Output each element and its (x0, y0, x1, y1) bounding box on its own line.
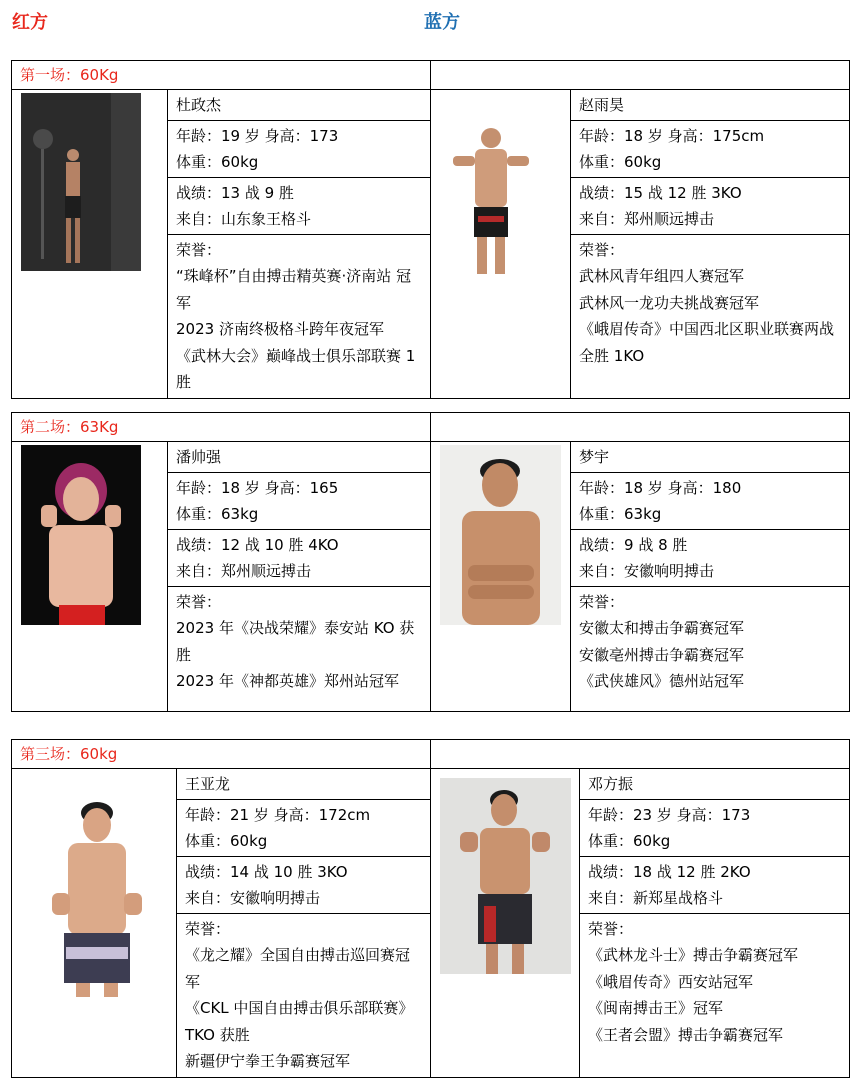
honor-item: 安徽太和搏击争霸赛冠军 (579, 619, 745, 637)
honors-label: 荣誉： (588, 920, 634, 938)
honors-label: 荣誉： (176, 593, 222, 611)
bout-1-table (11, 60, 850, 399)
bout-title: 第三场：60kg (12, 740, 431, 769)
bout-title-blank (431, 413, 850, 442)
fighter-record: 战绩：13 战 9 胜 (176, 184, 294, 202)
fighter-team: 来自：安徽响明搏击 (185, 889, 321, 907)
fighter-team: 来自：山东象王格斗 (176, 210, 312, 228)
fighter-team: 来自：郑州顺远搏击 (579, 210, 715, 228)
honor-item: 安徽亳州搏击争霸赛冠军 (579, 645, 745, 664)
blue-fighter-info (571, 90, 850, 399)
honor-item: 《龙之耀》全国自由搏击巡回赛冠军 (185, 946, 411, 991)
blue-fighter-photo (445, 124, 535, 274)
honors-label: 荣誉： (579, 241, 625, 259)
bout-3-table (11, 739, 850, 1078)
fighter-weight: 体重：60kg (588, 832, 671, 850)
bout-title: 第二场：63Kg (12, 413, 431, 442)
fighter-record: 战绩：15 战 12 胜 3KO (579, 184, 742, 202)
fighter-age-height: 年龄：18 岁 身高：180 (579, 479, 742, 497)
blue-fighter-info (580, 769, 850, 1078)
red-fighter-photo-cell (12, 90, 168, 399)
blue-fighter-photo-cell (431, 90, 571, 399)
red-fighter-info (177, 769, 431, 1078)
fighter-age-height: 年龄：21 岁 身高：172cm (185, 806, 371, 824)
fighter-age-height: 年龄：23 岁 身高：173 (588, 806, 751, 824)
red-fighter-photo-cell (12, 442, 168, 712)
fighter-weight: 体重：63kg (579, 505, 662, 523)
honor-item: 2023 年《决战荣耀》泰安站 KO 获胜 (176, 619, 415, 664)
fighter-age-height: 年龄：18 岁 身高：175cm (579, 127, 765, 145)
honor-item: 新疆伊宁拳王争霸赛冠军 (185, 1052, 351, 1070)
fighter-record: 战绩：14 战 10 胜 3KO (185, 863, 348, 881)
bout-title-blank (431, 740, 850, 769)
red-fighter-photo-cell (12, 769, 177, 1078)
honor-item: 《武林龙斗士》搏击争霸赛冠军 (588, 946, 799, 964)
blue-fighter-photo (440, 445, 561, 625)
fighter-name: 潘帅强 (176, 448, 222, 466)
honor-item: 2023 济南终极格斗跨年夜冠军 (176, 320, 384, 338)
honors-label: 荣誉： (185, 920, 231, 938)
honor-item: 武林风一龙功夫挑战赛冠军 (579, 293, 760, 312)
blue-fighter-photo-cell (431, 442, 571, 712)
fighter-team: 来自：郑州顺远搏击 (176, 562, 312, 580)
fighter-weight: 体重：60kg (185, 832, 268, 850)
red-fighter-photo (21, 93, 141, 271)
red-corner-title: 红方 (12, 12, 48, 33)
honor-item: 《闽南搏击王》冠军 (588, 999, 724, 1017)
honor-item: 《武林大会》巅峰战士俱乐部联赛 1 胜 (176, 346, 416, 391)
honor-item: 《峨眉传奇》西安站冠军 (588, 972, 754, 991)
fighter-age-height: 年龄：18 岁 身高：165 (176, 479, 339, 497)
fighter-team: 来自：新郑星战格斗 (588, 889, 724, 907)
red-fighter-info (168, 442, 431, 712)
fighter-team: 来自：安徽响明搏击 (579, 562, 715, 580)
honors-label: 荣誉： (176, 241, 222, 259)
fighter-age-height: 年龄：19 岁 身高：173 (176, 127, 339, 145)
fighter-record: 战绩：9 战 8 胜 (579, 536, 688, 554)
honors-label: 荣誉： (579, 593, 625, 611)
red-fighter-info (168, 90, 431, 399)
fighter-name: 梦宇 (579, 448, 610, 466)
red-fighter-photo (42, 797, 152, 997)
fighter-record: 战绩：12 战 10 胜 4KO (176, 536, 339, 554)
blue-fighter-photo (440, 778, 571, 974)
blue-corner-title: 蓝方 (424, 12, 460, 33)
bout-title: 第一场：60Kg (12, 61, 431, 90)
fighter-weight: 体重：60kg (176, 153, 259, 171)
blue-fighter-info (571, 442, 850, 712)
bout-2-table (11, 412, 850, 712)
honor-item: 《武侠雄风》德州站冠军 (579, 672, 745, 690)
honor-item: 《CKL 中国自由搏击俱乐部联赛》TKO 获胜 (185, 999, 414, 1044)
bout-title-blank (431, 61, 850, 90)
honor-item: 《王者会盟》搏击争霸赛冠军 (588, 1025, 784, 1044)
fighter-name: 赵雨昊 (579, 96, 625, 114)
blue-fighter-photo-cell (431, 769, 580, 1078)
honor-item: 2023 年《神都英雄》郑州站冠军 (176, 672, 399, 690)
honor-item: 《峨眉传奇》中国西北区职业联赛两战全胜 1KO (579, 320, 835, 365)
honor-item: 武林风青年组四人赛冠军 (579, 267, 745, 285)
fighter-name: 杜政杰 (176, 96, 222, 114)
fighter-record: 战绩：18 战 12 胜 2KO (588, 863, 751, 881)
red-fighter-photo (21, 445, 141, 625)
fighter-name: 王亚龙 (185, 775, 231, 793)
honor-item: “珠峰杯”自由搏击精英赛·济南站 冠军 (176, 267, 412, 312)
fighter-weight: 体重：63kg (176, 505, 259, 523)
fighter-weight: 体重：60kg (579, 153, 662, 171)
fighter-name: 邓方振 (588, 775, 634, 793)
